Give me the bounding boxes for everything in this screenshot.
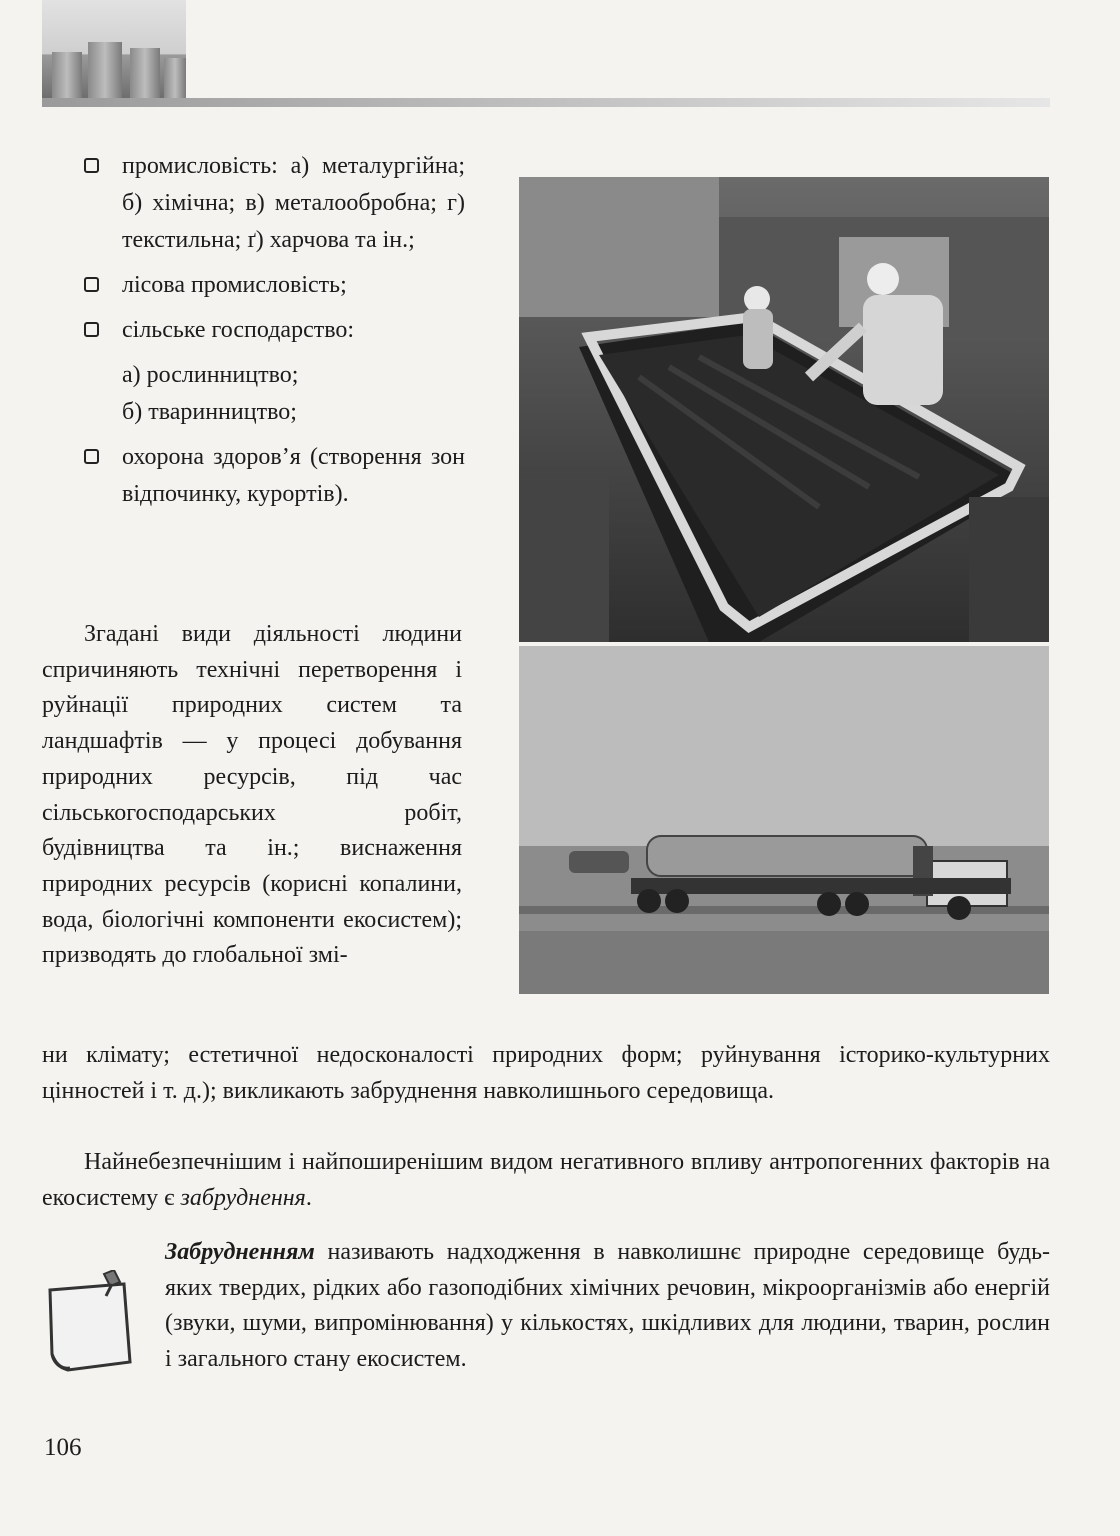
- list-item: промисловість: а) металургійна; б) хімічна; в) металообробна; г) текстильна; ґ) харчова та ін.;: [80, 148, 465, 259]
- header-power-plant-image: [42, 0, 186, 98]
- factory-workers-photo: [519, 177, 1049, 642]
- checkbox-bullet-icon: [84, 449, 99, 464]
- paragraph-pollution-intro: Найнебезпечнішим і найпоширенішим видом негативного впливу антропогенних факторів на екосистему є забруднення.: [42, 1149, 1050, 1211]
- paragraph-human-activity: Згадані види діяльності людини спричиняють технічні перетворення і руйнації природних систем та ландшафтів — у процесі добування природних ресурсів, під час сільськогосподарських робіт, будівництва та ін.; виснаження природних ресурсів (корисні копалини, вода, біологічні компоненти екосистем); призводять до глобальної змі-: [42, 621, 462, 969]
- checkbox-bullet-icon: [84, 277, 99, 292]
- emphasis-pollution: забруднення: [180, 1184, 306, 1211]
- list-item: лісова промисловість;: [80, 267, 465, 304]
- list-item: сільське господарство: а) рослинництво; б) тваринництво;: [80, 312, 465, 431]
- pinned-note-icon: [44, 1270, 144, 1380]
- definition-pollution: Забрудненням називають надходження в навколишнє природне середовище будь-яких твердих, рідких або газоподібних хімічних речовин, мікроорганізмів або енергій (звуки, шуми, випромінювання) у кількостях, шкідливих для людини, тварин, рослин і загального стану екосистем.: [165, 1239, 1050, 1372]
- activity-list: [80, 148, 465, 513]
- sub-item: а) рослинництво;: [122, 362, 299, 388]
- fuel-tanker-truck-photo: [519, 646, 1049, 994]
- definition-term: Забрудненням: [165, 1239, 315, 1265]
- header-rule: [42, 98, 1050, 107]
- checkbox-bullet-icon: [84, 322, 99, 337]
- checkbox-bullet-icon: [84, 158, 99, 173]
- page-number: 106: [44, 1434, 82, 1461]
- paragraph-human-activity-continued: ни клімату; естетичної недосконалості природних форм; руйнування історико-культурних цінностей і т. д.); викликають забруднення навколишнього середовища.: [42, 1042, 1050, 1104]
- sub-item: б) тваринництво;: [122, 399, 297, 425]
- list-item: охорона здоров’я (створення зон відпочинку, курортів).: [80, 439, 465, 513]
